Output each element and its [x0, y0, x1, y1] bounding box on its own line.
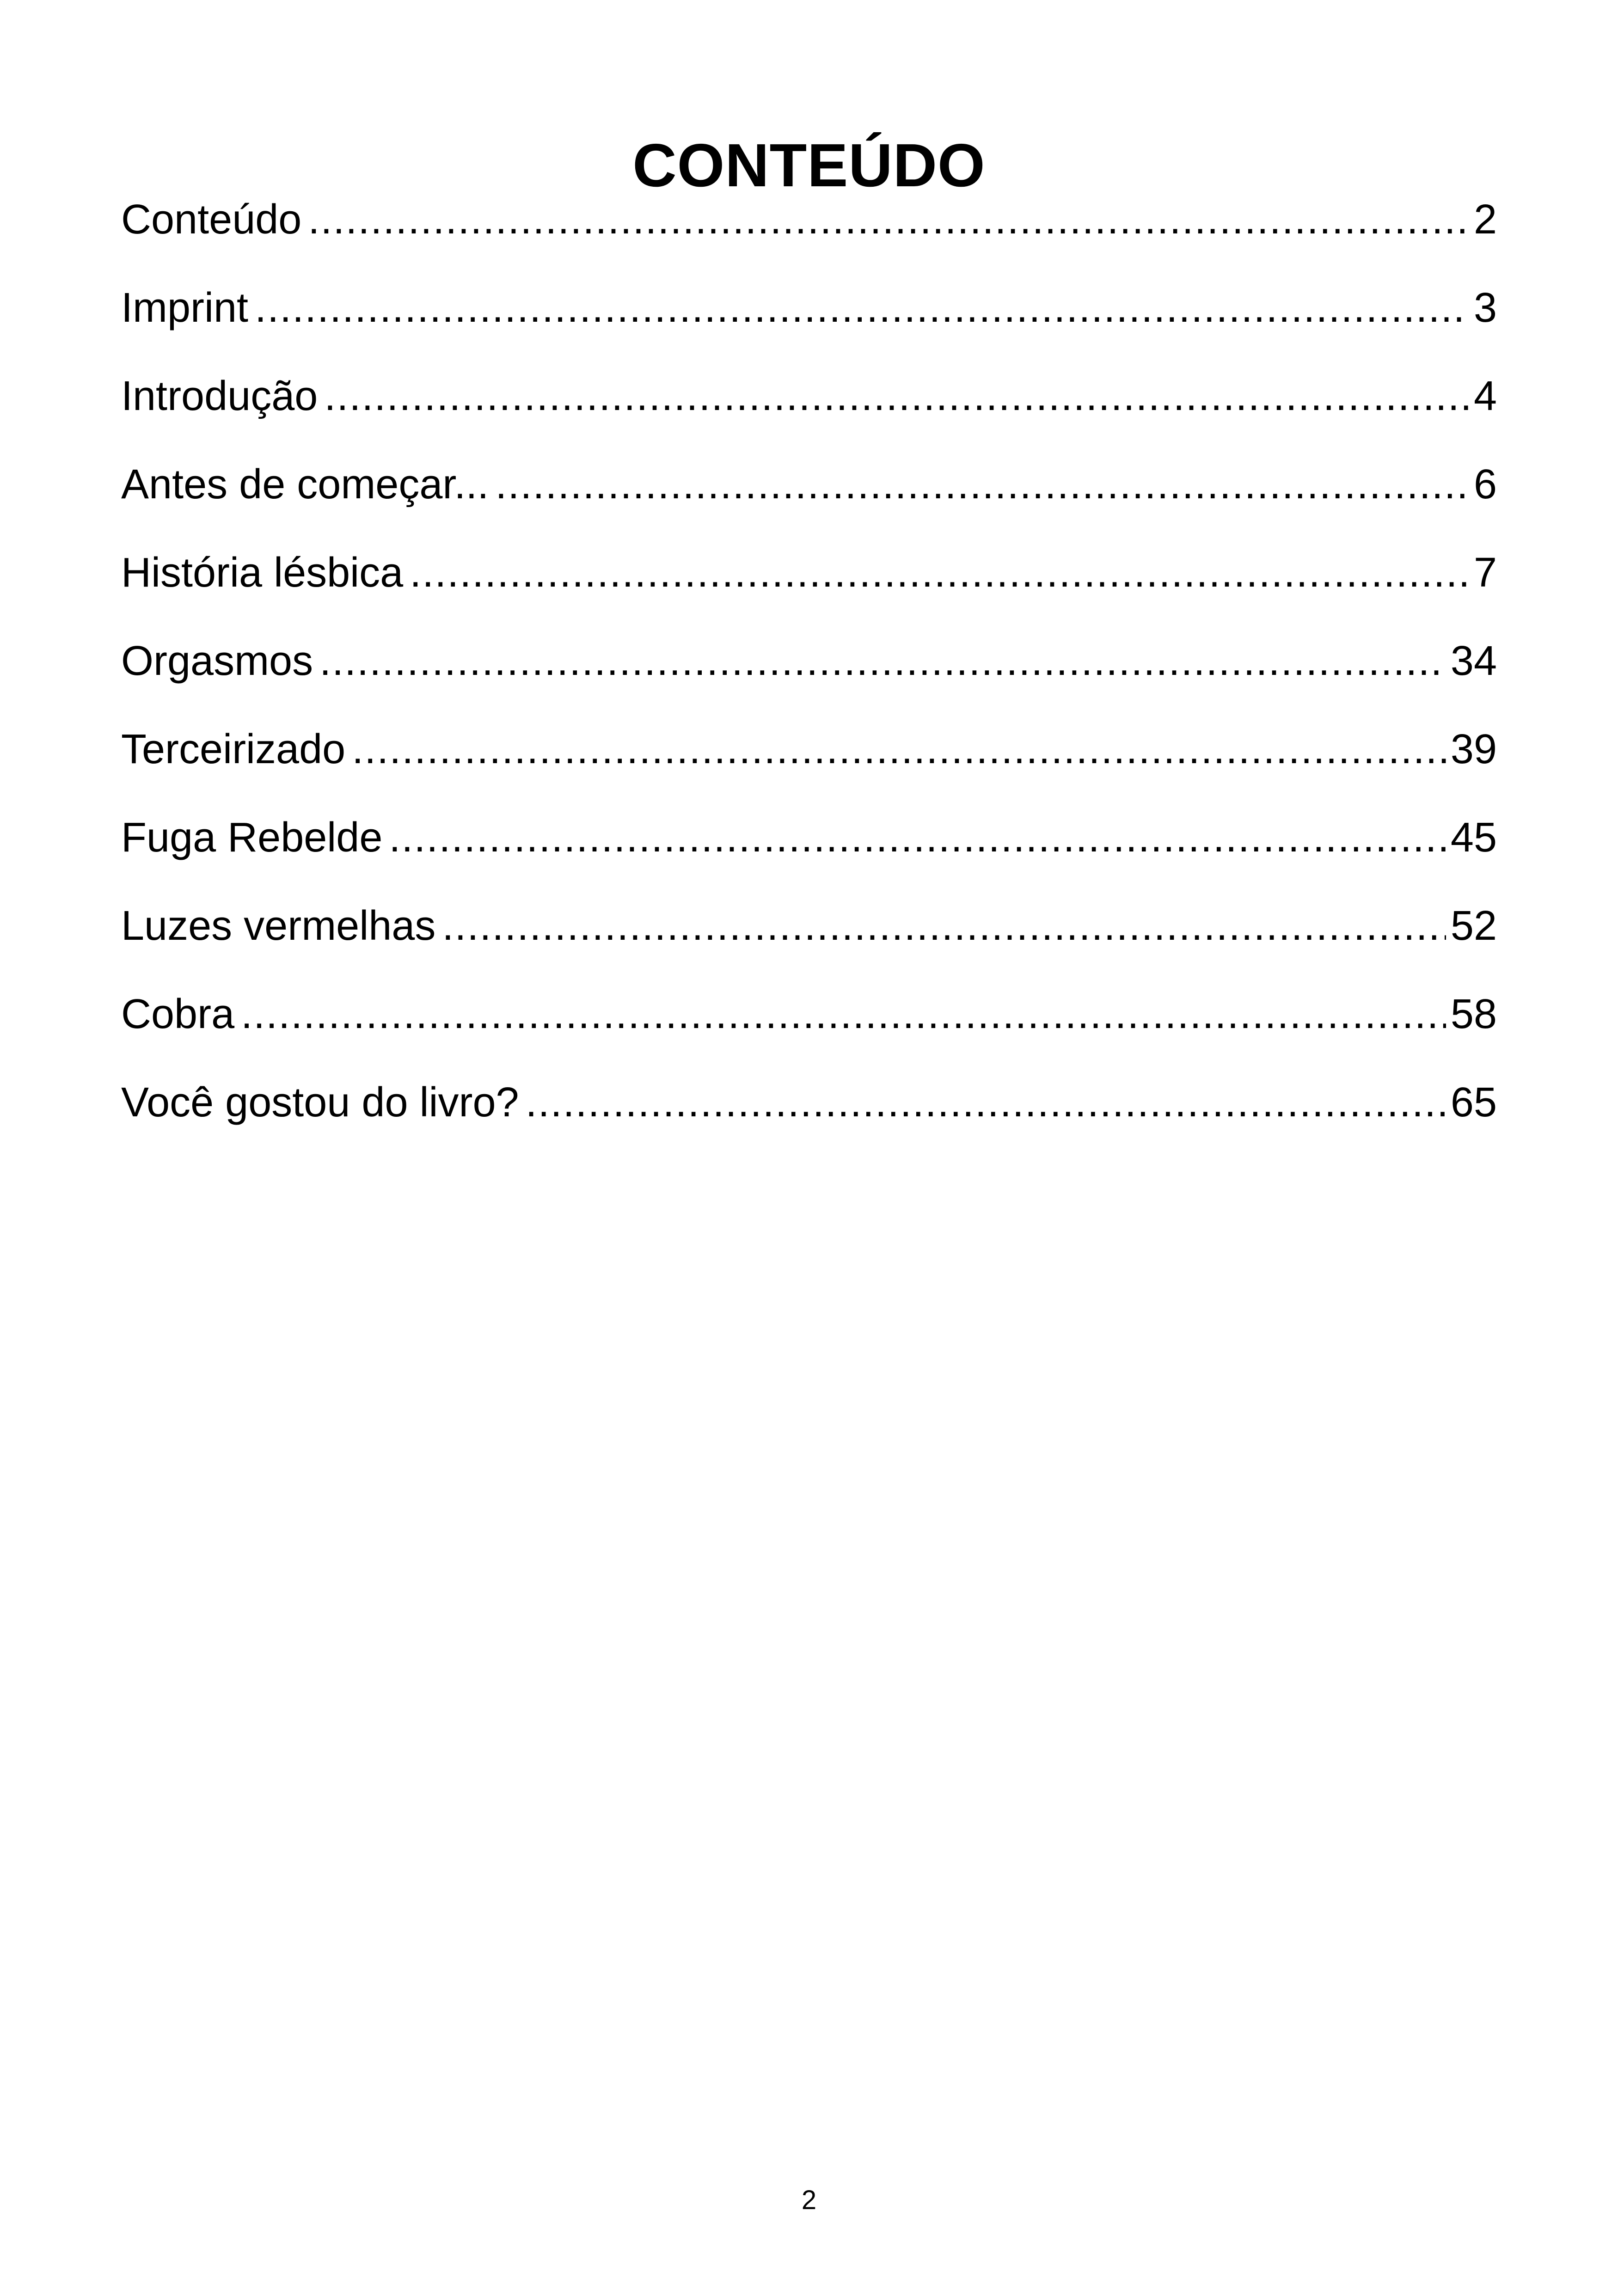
toc-dot-leader	[324, 361, 1469, 431]
toc-entry-label: Imprint	[121, 285, 249, 331]
toc-entry-label: Antes de começar...	[121, 461, 489, 508]
toc-entry[interactable]	[121, 980, 1497, 1068]
toc-entry-page: 4	[1473, 373, 1497, 419]
toc-entry-label: Introdução	[121, 373, 318, 419]
toc-entry-page: 2	[1473, 196, 1497, 243]
toc-entry-page: 58	[1450, 991, 1497, 1037]
toc-dot-leader	[352, 715, 1446, 784]
toc-entry-page: 45	[1450, 814, 1497, 861]
toc-dot-leader	[241, 980, 1446, 1049]
toc-entry-page: 3	[1473, 285, 1497, 331]
toc-entry-page: 52	[1450, 903, 1497, 949]
toc-dot-leader	[495, 450, 1469, 519]
toc-entry[interactable]	[121, 273, 1497, 361]
toc-entry[interactable]	[121, 626, 1497, 715]
toc-entry[interactable]	[121, 538, 1497, 626]
toc-entry[interactable]	[121, 185, 1497, 273]
toc-entry[interactable]	[121, 803, 1497, 891]
toc-entry[interactable]	[121, 1068, 1497, 1156]
toc-entry[interactable]	[121, 361, 1497, 450]
toc-entry-label: Cobra	[121, 991, 235, 1037]
toc-entry[interactable]	[121, 891, 1497, 980]
toc-entry-label: Você gostou do livro?	[121, 1079, 519, 1126]
toc-entry[interactable]	[121, 450, 1497, 538]
toc-dot-leader	[308, 185, 1469, 254]
page-title: CONTEÚDO	[632, 131, 986, 200]
toc-entry-label: História lésbica	[121, 550, 404, 596]
toc-dot-leader	[319, 626, 1446, 696]
toc-dot-leader	[410, 538, 1469, 607]
toc-entry[interactable]	[121, 715, 1497, 803]
toc-entry-page: 7	[1473, 550, 1497, 596]
page-number: 2	[801, 2185, 817, 2215]
toc-entry-label: Conteúdo	[121, 196, 302, 243]
toc-entry-page: 39	[1450, 726, 1497, 772]
toc-dot-leader	[526, 1068, 1446, 1137]
toc-entry-label: Luzes vermelhas	[121, 903, 436, 949]
table-of-contents	[121, 185, 1497, 1156]
toc-entry-label: Terceirizado	[121, 726, 346, 772]
toc-entry-page: 34	[1450, 638, 1497, 684]
toc-entry-page: 65	[1450, 1079, 1497, 1126]
toc-dot-leader	[255, 273, 1469, 343]
toc-entry-label: Fuga Rebelde	[121, 814, 383, 861]
toc-entry-label: Orgasmos	[121, 638, 313, 684]
toc-entry-page: 6	[1473, 461, 1497, 508]
toc-dot-leader	[389, 803, 1446, 872]
toc-dot-leader	[442, 891, 1446, 961]
